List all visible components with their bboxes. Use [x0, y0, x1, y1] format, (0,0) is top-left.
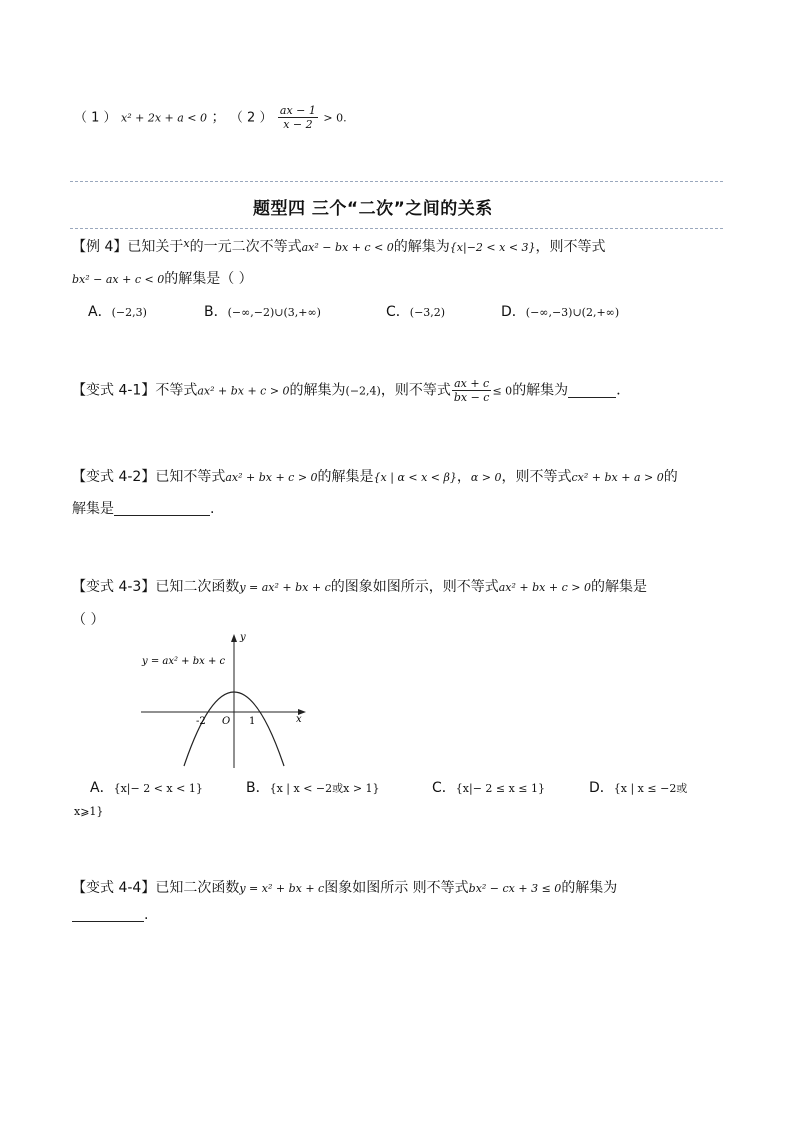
variant42-line2-text: 解集是	[72, 501, 114, 517]
divider-bottom	[70, 228, 723, 229]
option-letter: A．	[90, 780, 114, 796]
part2-label: （ 2 ）	[229, 110, 273, 126]
variant42-text3: ，	[456, 469, 471, 485]
variant42-end: .	[210, 501, 215, 517]
example4-option-b	[204, 301, 321, 321]
option-value: (−∞,−2)∪(3,+∞)	[227, 306, 321, 319]
option-value: {x|− 2 ≤ x ≤ 1}	[455, 782, 546, 795]
variant42-text4: ，则不等式	[501, 469, 572, 485]
part2-tail: > 0.	[323, 111, 347, 125]
variant44-text2: 图象如图所示 则不等式	[324, 880, 469, 896]
parabola-graph	[136, 628, 316, 768]
example4-line2-expr: bx² − ax + c < 0	[72, 273, 165, 286]
origin-label: O	[222, 716, 231, 727]
tick-neg-label: -2	[196, 716, 206, 727]
variant43-option-b	[246, 777, 380, 797]
example4-line2	[72, 268, 253, 288]
example4-var-x: x	[183, 237, 190, 250]
example4-option-a	[88, 301, 147, 321]
variant42-inequality2: cx² + bx + a > 0	[571, 471, 664, 484]
example4-text2: 的一元二次不等式	[189, 239, 302, 255]
option-value: (−3,2)	[409, 306, 446, 319]
part1-expression: x² + 2x + a < 0	[121, 111, 208, 125]
variant41-end: ．	[616, 382, 631, 399]
variant44-answer-blank[interactable]	[72, 907, 144, 922]
example4-text4: ，则不等式	[535, 239, 606, 255]
part2-fraction	[278, 104, 318, 131]
variant43-inequality: ax² + bx + c > 0	[498, 581, 591, 594]
option-letter: B．	[204, 304, 228, 320]
example4-option-c	[386, 301, 445, 321]
variant43-text2: 的图象如图所示，则不等式	[330, 579, 499, 595]
example4-text3: 的解集为	[393, 239, 450, 255]
variant41-answer-blank[interactable]	[568, 383, 616, 398]
option-value: (−2,3)	[111, 306, 147, 319]
separator: ；	[211, 109, 226, 126]
variant43-function: y = ax² + bx + c	[239, 581, 331, 594]
variant41-text3: ，则不等式	[380, 382, 451, 399]
option-letter: D．	[501, 304, 526, 320]
variant42-answer-blank[interactable]	[114, 501, 210, 516]
variant44-function: y = x² + bx + c	[239, 882, 325, 895]
example4-label: 【例 4】	[72, 239, 128, 255]
variant44-end: .	[144, 907, 149, 923]
example4-inequality: ax² − bx + c < 0	[301, 241, 394, 254]
part1-label: （ 1 ）	[74, 110, 117, 126]
variant42-label: 【变式 4-2】	[72, 469, 156, 485]
example4-text1: 已知关于	[127, 239, 184, 255]
variant43-option-c	[432, 777, 545, 797]
variant43-paren: （ ）	[72, 612, 105, 628]
variant41-set: (−2,4)	[345, 384, 381, 398]
variant44-text1: 已知二次函数	[155, 880, 240, 896]
variant44-text3: 的解集为	[561, 880, 618, 896]
variant42-line1	[72, 466, 678, 486]
example4-set: {x|−2 < x < 3}	[449, 241, 536, 254]
option-letter: C．	[432, 780, 456, 796]
y-axis-arrow	[231, 634, 237, 642]
variant42-text1: 已知不等式	[155, 469, 226, 485]
example4-line2-text: 的解集是（ ）	[164, 271, 253, 287]
variant41-fraction	[452, 377, 492, 404]
variant43-line1	[72, 576, 647, 596]
variant41-inequality: ax² + bx + c > 0	[197, 384, 290, 398]
section-title: 题型四 三个“二次”之间的关系	[253, 199, 493, 219]
option-value: {x|− 2 < x < 1}	[113, 782, 203, 795]
variant43-label: 【变式 4-3】	[72, 579, 156, 595]
variant44-line2	[72, 907, 148, 923]
x-axis-label: x	[296, 714, 302, 725]
option-letter: D．	[589, 780, 614, 796]
variant41-line	[72, 377, 630, 404]
tick-pos-label: 1	[249, 716, 256, 727]
variant41-text4: 的解集为	[512, 382, 569, 399]
variant43-option-d	[589, 777, 687, 797]
variant41-label: 【变式 4-1】	[72, 382, 156, 399]
variant43-option-d-cont: x⩾1}	[74, 805, 104, 818]
variant41-text2: 的解集为	[289, 382, 346, 399]
variant44-inequality: bx² − cx + 3 ≤ 0	[468, 882, 562, 895]
variant42-inequality: ax² + bx + c > 0	[225, 471, 318, 484]
variant42-set: {x | α < x < β}	[373, 471, 457, 484]
function-label: y = ax² + bx + c	[142, 656, 226, 667]
variant42-text5: 的	[663, 469, 678, 485]
option-value: {x | x < −2或x > 1}	[269, 782, 380, 795]
variant42-condition: α > 0	[470, 471, 502, 484]
variant41-denominator: bx − c	[453, 391, 490, 404]
example4-line1	[72, 236, 606, 256]
top-problem-line	[74, 104, 347, 131]
variant44-label: 【变式 4-4】	[72, 880, 156, 896]
variant41-frac-tail: ≤ 0	[492, 384, 513, 398]
variant43-text1: 已知二次函数	[155, 579, 240, 595]
option-value: {x | x ≤ −2或	[613, 782, 688, 795]
option-value: (−∞,−3)∪(2,+∞)	[525, 306, 620, 319]
divider-top	[70, 181, 723, 182]
variant43-option-a	[90, 777, 203, 797]
variant42-text2: 的解集是	[317, 469, 374, 485]
variant42-line2	[72, 498, 214, 518]
option-letter: B．	[246, 780, 270, 796]
option-letter: A．	[88, 304, 112, 320]
variant44-line1	[72, 877, 617, 897]
part2-numerator: ax − 1	[279, 104, 316, 117]
variant43-text3: 的解集是	[590, 579, 647, 595]
part2-denominator: x − 2	[283, 118, 313, 131]
variant41-text1: 不等式	[155, 382, 198, 399]
variant41-numerator: ax + c	[454, 377, 490, 390]
option-letter: C．	[386, 304, 410, 320]
y-axis-label: y	[240, 632, 246, 643]
example4-option-d	[501, 301, 619, 321]
